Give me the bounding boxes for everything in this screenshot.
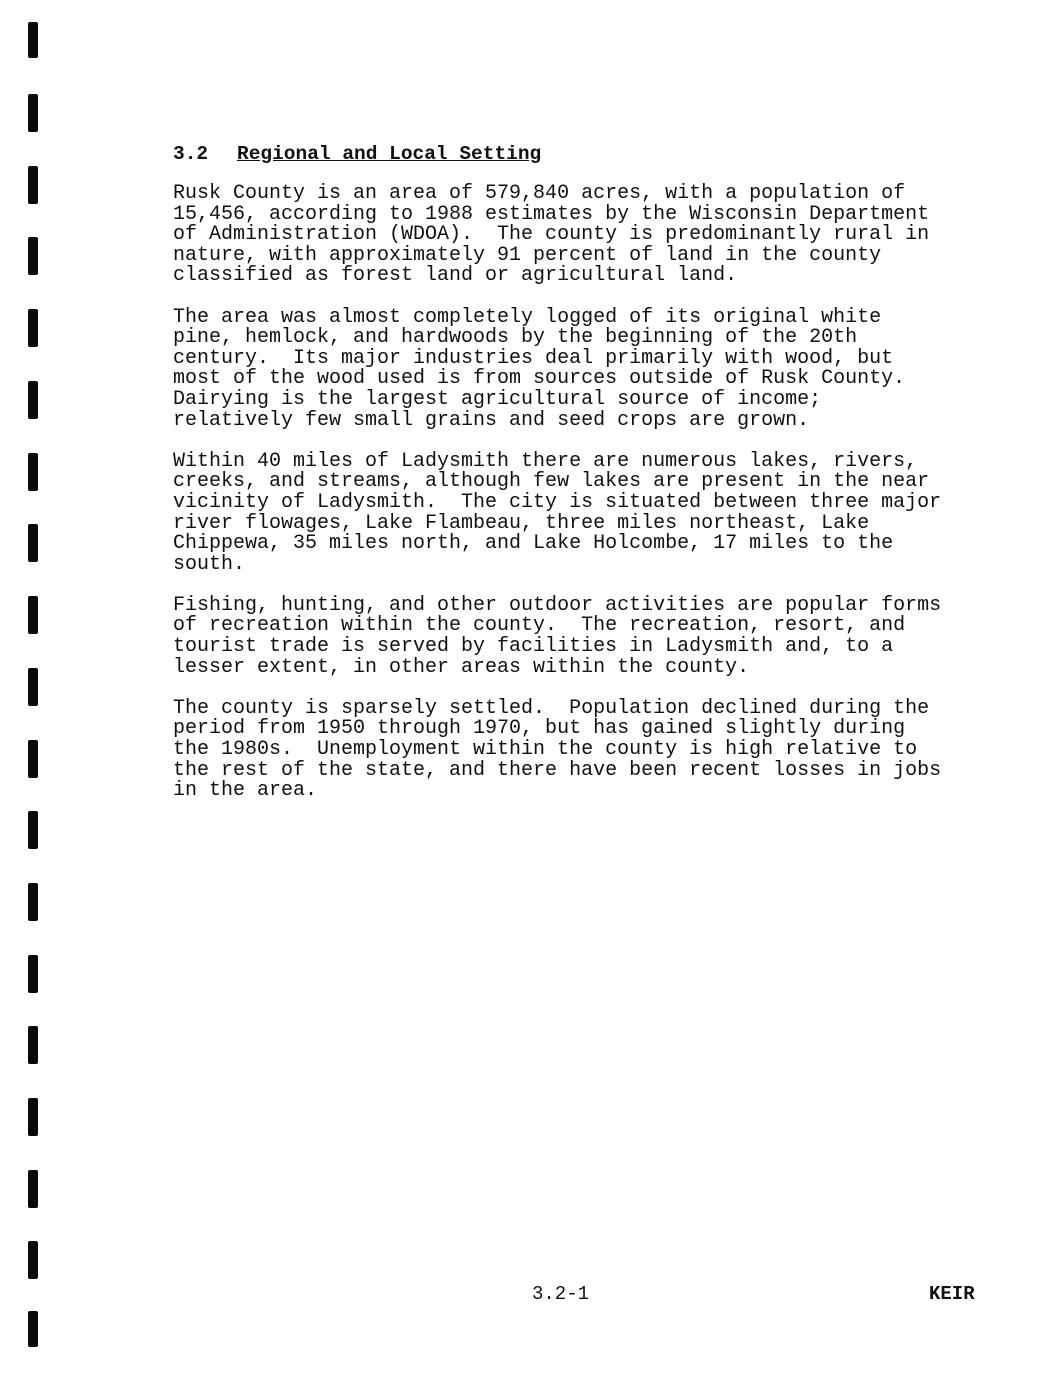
- binding-hole: [28, 237, 38, 275]
- paragraph: The county is sparsely settled. Population declined during the period from 1950 through 1970, but has gained slightly during the 1980s. Unemployment within the county is high relative to the rest of the state, and there have been recent losses in jobs in the area.: [173, 696, 942, 803]
- binding-hole: [28, 668, 38, 706]
- binding-hole: [28, 811, 38, 849]
- binding-hole: [28, 1241, 38, 1279]
- section-heading: [173, 142, 993, 166]
- paragraph: Within 40 miles of Ladysmith there are numerous lakes, rivers, creeks, and streams, although few lakes are present in the near vicinity of Ladysmith. The city is situated between three major river flowages, Lake Flambeau, three miles northeast, Lake Chippewa, 35 miles north, and Lake Holcombe, 17 miles to the south.: [173, 449, 942, 576]
- page-number: 3.2-1: [532, 1283, 590, 1305]
- binding-hole: [28, 596, 38, 634]
- binding-hole: [28, 524, 38, 562]
- document-code: KEIR: [929, 1283, 975, 1305]
- paragraph: The area was almost completely logged of its original white pine, hemlock, and hardwoods by the beginning of the 20th century. Its major industries deal primarily with wood, but most of the wood used is from sources outside of Rusk County. Dairying is the largest agricultural source of income; relatively few small grains and seed crops are grown.: [173, 305, 906, 432]
- binding-hole: [28, 309, 38, 347]
- paragraph: Fishing, hunting, and other outdoor activities are popular forms of recreation within the county. The recreation, resort, and tourist trade is served by facilities in Ladysmith and, to a lesser extent, in other areas within the county.: [173, 593, 942, 679]
- document-body: [173, 142, 993, 822]
- binding-hole: [28, 1098, 38, 1136]
- binding-hole: [28, 381, 38, 419]
- binding-hole: [28, 1026, 38, 1064]
- paragraph: Rusk County is an area of 579,840 acres, with a population of 15,456, according to 1988 estimates by the Wisconsin Department of Administration (WDOA). The county is predominantly rural in nature, with approximately 91 percent of land in the county classified as forest land or agricultural land.: [173, 182, 930, 288]
- binding-hole: [28, 166, 38, 204]
- binding-holes: [0, 0, 50, 1379]
- binding-hole: [28, 883, 38, 921]
- binding-hole: [28, 94, 38, 132]
- binding-hole: [28, 1170, 38, 1208]
- binding-hole: [28, 1311, 38, 1347]
- binding-hole: [28, 955, 38, 993]
- section-title: Regional and Local Setting: [237, 143, 542, 165]
- section-number: 3.2: [173, 143, 209, 165]
- binding-hole: [28, 740, 38, 778]
- binding-hole: [28, 453, 38, 491]
- binding-hole: [28, 22, 38, 58]
